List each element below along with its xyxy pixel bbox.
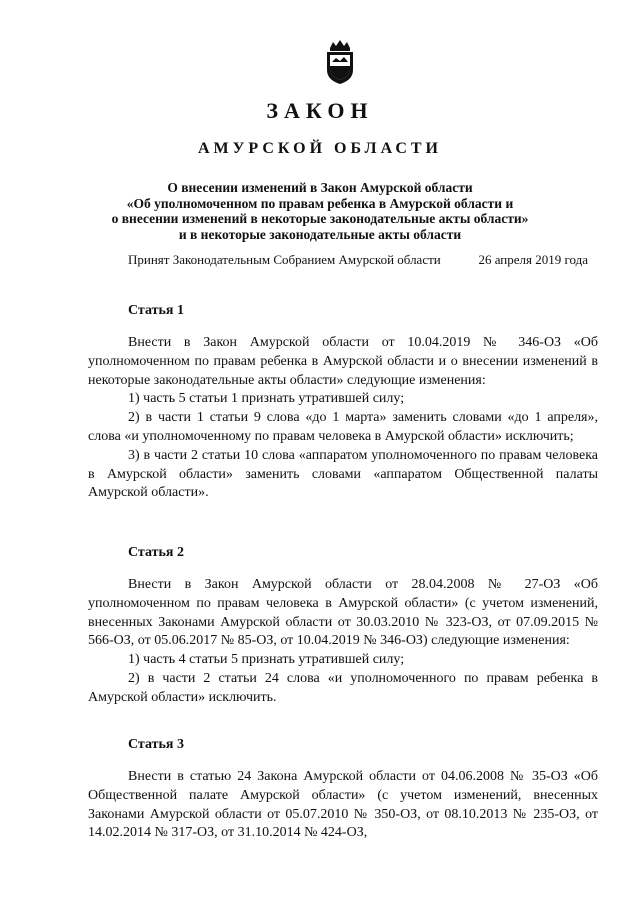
article-title: Статья 1 [128, 303, 184, 318]
article-body [88, 768, 598, 843]
paragraph: Внести в Закон Амурской области от 28.04.2008 № 27-ОЗ «Об уполномоченном по правам человека в Амурской области» (с учетом изменений, внесенных Законами Амурской области от 30.03.2010 № 323-ОЗ, от 07.09.2015 № 566-ОЗ, от 05.06.2017 № 85-ОЗ, от 10.04.2019 № 346-ОЗ) следующие изменения: [88, 577, 598, 649]
list-item: 1) часть 4 статьи 5 признать утратившей силу; [128, 652, 405, 668]
article-title: Статья 2 [128, 545, 184, 560]
region-title: АМУРСКОЙ ОБЛАСТИ [198, 140, 442, 157]
document-subject [80, 180, 560, 242]
list-item: 2) в части 1 статьи 9 слова «до 1 марта» заменить словами «до 1 апреля», слова «и уполномоченному по правам человека в Амурской области» исключить; [88, 410, 598, 444]
list-item: 1) часть 5 статьи 1 признать утратившей силу; [128, 391, 405, 407]
subject-line: О внесении изменений в Закон Амурской области [167, 180, 473, 195]
paragraph: Внести в статью 24 Закона Амурской области от 04.06.2008 № 35-ОЗ «Об Общественной палате Амурской области» (с учетом изменений, внесенных Законами Амурской области от 05.07.2010 № 350-ОЗ, от 08.10.2013 № 235-ОЗ, от 14.02.2014 № 317-ОЗ, от 31.10.2014 № 424-ОЗ, [88, 769, 598, 841]
article-body [88, 576, 598, 708]
list-item: 2) в части 2 статьи 24 слова «и уполномоченного по правам ребенка в Амурской области» исключить. [88, 670, 598, 705]
law-title: ЗАКОН [266, 98, 374, 123]
adopted-date: 26 апреля 2019 года [478, 252, 588, 267]
subject-line: и в некоторые законодательные акты области [178, 226, 462, 242]
article-title: Статья 3 [128, 737, 184, 752]
article-body [88, 334, 598, 503]
paragraph: Внести в Закон Амурской области от 10.04.2019 № 346-ОЗ «Об уполномоченном по правам ребенка в Амурской области и о внесении изменений в некоторые законодательные акты области» следующие изменения: [88, 335, 598, 388]
adopted-by: Принят Законодательным Собранием Амурской области [128, 252, 441, 267]
list-item: 3) в части 2 статьи 10 слова «аппаратом уполномоченного по правам человека в Амурской области» заменить словами «аппаратом Общественной палаты Амурской области». [88, 447, 598, 501]
subject-line: «Об уполномоченном по правам ребенка в Амурской области и [126, 195, 514, 211]
subject-line: о внесении изменений в некоторые законодательные акты области» [111, 211, 529, 226]
amur-region-coat-of-arms-icon [323, 40, 357, 84]
adoption-line [128, 252, 588, 268]
